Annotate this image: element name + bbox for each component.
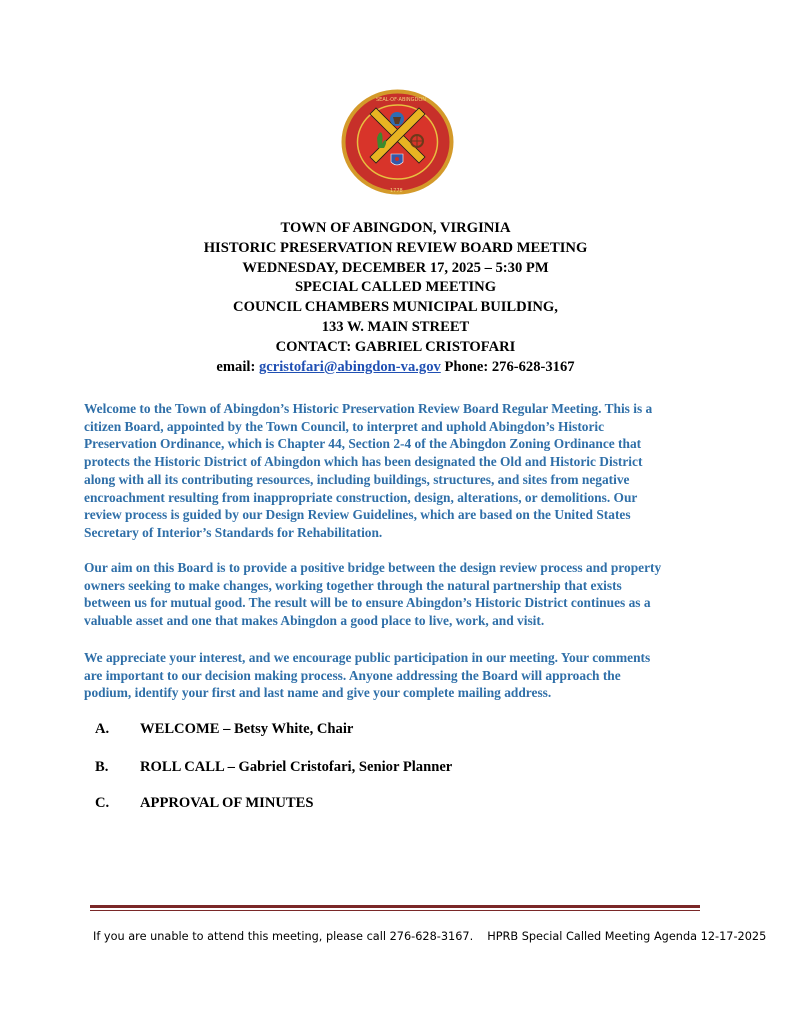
- agenda-letter: B.: [95, 759, 109, 775]
- paragraph-line: Preservation Ordinance, which is Chapter 44, Section 2-4 of the Abingdon Zoning Ordinance that: [84, 436, 642, 452]
- paragraph-line: review process is guided by our Design Review Guidelines, which are based on the United States: [84, 507, 631, 523]
- email-label: email:: [216, 358, 256, 375]
- footer-divider: [90, 905, 700, 908]
- paragraph-line: podium, identify your first and last name and give your complete mailing address.: [84, 685, 552, 701]
- agenda-letter: C.: [95, 795, 110, 811]
- page-footer: [93, 930, 766, 943]
- footer-divider-thin: [90, 910, 700, 911]
- header-address: 133 W. MAIN STREET: [321, 318, 470, 335]
- phone-number: Phone: 276-628-3167: [444, 358, 575, 375]
- paragraph-line: along with all its contributing resources, including buildings, structures, and sites from negative: [84, 471, 630, 487]
- agenda-item-roll-call: [95, 759, 452, 776]
- header-date: WEDNESDAY, DECEMBER 17, 2025 – 5:30 PM: [242, 259, 549, 276]
- agenda-text: APPROVAL OF MINUTES: [140, 795, 314, 811]
- header-email-phone: [0, 358, 791, 378]
- agenda-item-welcome: [95, 721, 353, 738]
- svg-text:1778: 1778: [390, 188, 403, 194]
- header-location: COUNCIL CHAMBERS MUNICIPAL BUILDING,: [233, 299, 558, 316]
- paragraph-line: protects the Historic District of Abingdon which has been designated the Old and Historic District: [84, 454, 643, 470]
- intro-paragraph-participation: [84, 649, 716, 702]
- header-contact: CONTACT: GABRIEL CRISTOFARI: [275, 338, 516, 355]
- intro-paragraph-aim: [84, 559, 716, 630]
- meeting-header: [0, 219, 791, 377]
- svg-text:SEAL·OF·ABINGDON: SEAL·OF·ABINGDON: [376, 97, 426, 103]
- footer-document-title: HPRB Special Called Meeting Agenda 12-17-2025: [487, 930, 767, 943]
- paragraph-line: are important to our decision making process. Anyone addressing the Board will approach the: [84, 667, 621, 683]
- agenda-text: WELCOME – Betsy White, Chair: [140, 721, 354, 737]
- town-seal-logo: [340, 88, 455, 196]
- header-board: HISTORIC PRESERVATION REVIEW BOARD MEETING: [203, 239, 588, 256]
- email-link[interactable]: gcristofari@abingdon-va.gov: [258, 358, 441, 375]
- footer-call-note: If you are unable to attend this meeting, please call 276-628-3167.: [93, 930, 474, 943]
- paragraph-line: citizen Board, appointed by the Town Council, to interpret and uphold Abingdon’s Historic: [84, 418, 605, 434]
- paragraph-line: owners seeking to make changes, working together through the natural partnership that exists: [84, 577, 622, 593]
- header-meeting-type: SPECIAL CALLED MEETING: [294, 279, 497, 296]
- intro-paragraph-welcome: [84, 400, 716, 542]
- paragraph-line: Secretary of Interior’s Standards for Rehabilitation.: [84, 524, 383, 540]
- paragraph-line: encroachment resulting from inappropriate construction, design, alterations, or demolitions. Our: [84, 489, 638, 505]
- paragraph-line: valuable asset and one that makes Abingdon a good place to live, work, and visit.: [84, 613, 545, 629]
- agenda-item-minutes: [95, 795, 314, 812]
- paragraph-line: We appreciate your interest, and we encourage public participation in our meeting. Your comments: [84, 650, 651, 665]
- paragraph-line: between us for mutual good. The result will be to ensure Abingdon’s Historic District continues as a: [84, 595, 651, 611]
- agenda-text: ROLL CALL – Gabriel Cristofari, Senior Planner: [140, 759, 453, 775]
- agenda-letter: A.: [95, 721, 110, 737]
- header-town: TOWN OF ABINGDON, VIRGINIA: [280, 220, 511, 236]
- paragraph-line: Our aim on this Board is to provide a positive bridge between the design review process and property: [84, 560, 662, 575]
- paragraph-line: Welcome to the Town of Abingdon’s Historic Preservation Review Board Regular Meeting. This is a: [84, 401, 653, 416]
